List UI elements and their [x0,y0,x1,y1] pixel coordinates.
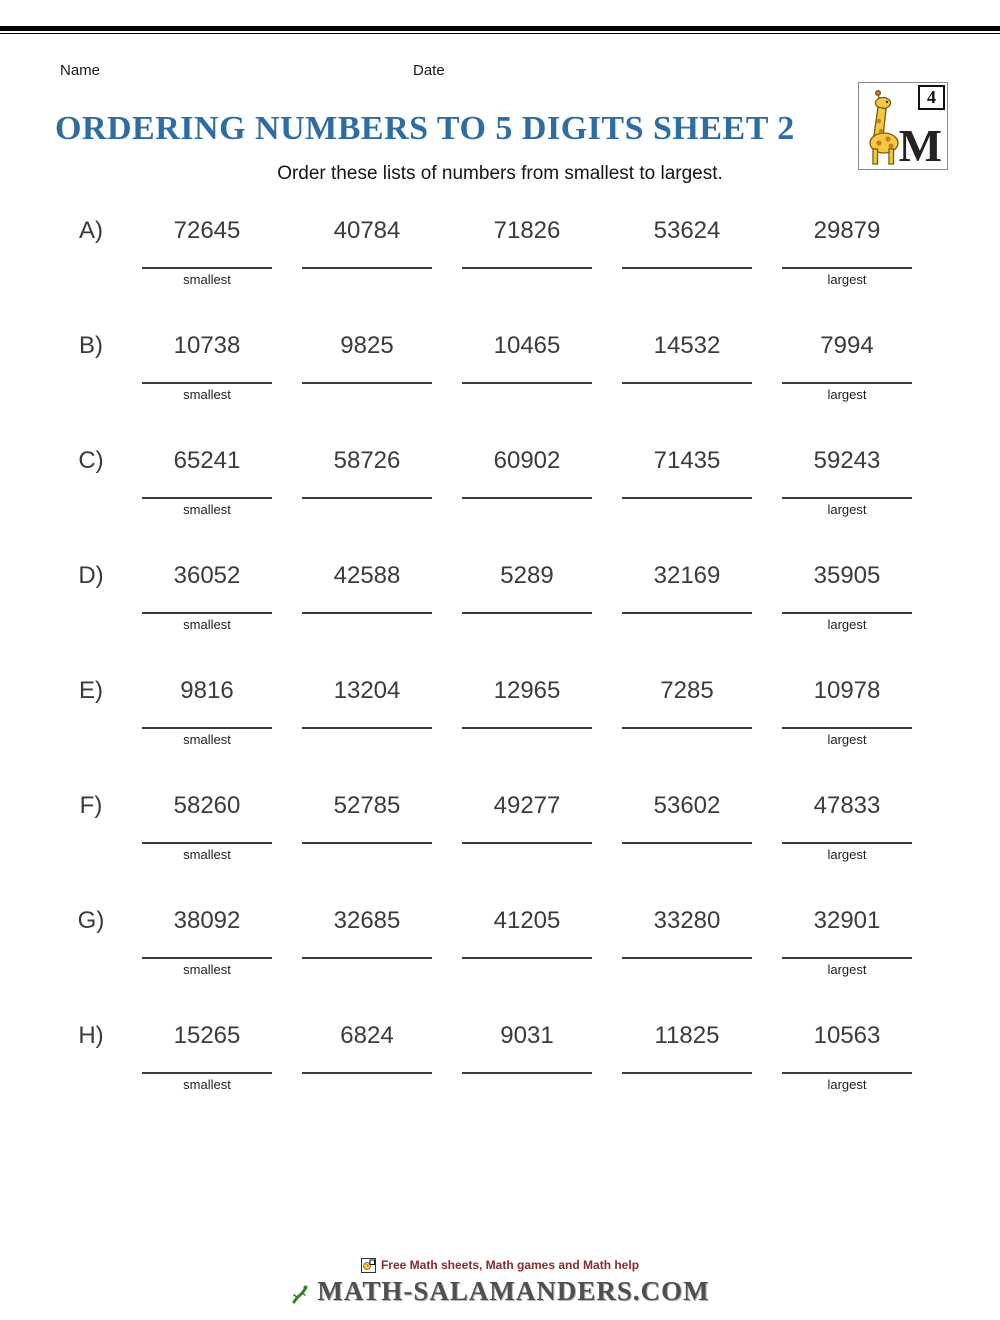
answer-blank [462,382,592,384]
spacer-cell [55,1056,127,1095]
answer-blank-smallest [142,497,272,499]
answer-cell-3 [447,481,607,520]
smallest-label: smallest [183,1077,231,1092]
answer-cell-4 [607,481,767,520]
spacer-cell [55,366,127,405]
problem-number-5: 10978 [813,677,881,704]
answer-blank-largest [782,727,912,729]
problems-list [55,211,1000,1095]
answer-cell-1 [127,481,287,520]
answer-cell-2 [287,941,447,980]
answer-blank-largest [782,497,912,499]
footer-site-row [0,1276,1000,1307]
answer-blank-smallest [142,1072,272,1074]
smallest-label: smallest [183,847,231,862]
answer-cell-1 [127,1056,287,1095]
answer-cell-1 [127,596,287,635]
answer-cell-2 [287,826,447,865]
largest-label: largest [827,847,867,862]
problem-number-5: 59243 [813,447,881,474]
problem-number-5: 29879 [813,217,881,244]
answer-blank [462,727,592,729]
answer-blank-largest [782,842,912,844]
problem-row [55,326,1000,405]
problem-number-3: 10465 [493,332,561,359]
problem-number-4: 14532 [653,332,721,359]
spacer-cell [55,251,127,290]
answer-blank [462,612,592,614]
answer-blank-smallest [142,382,272,384]
problem-row [55,901,1000,980]
top-border [0,26,1000,34]
answer-cell-5 [767,251,927,290]
problem-letter: H) [78,1022,104,1049]
footer-tagline: Free Math sheets, Math games and Math help [380,1258,640,1272]
largest-label: largest [827,1077,867,1092]
problem-number-1: 65241 [173,447,241,474]
problem-number-3: 5289 [500,562,554,589]
answer-blank [622,497,752,499]
problem-number-3: 12965 [493,677,561,704]
answer-blank [302,1072,432,1074]
date-label: Date [413,62,445,79]
answer-blank [462,1072,592,1074]
answer-blank [302,727,432,729]
problem-number-1: 36052 [173,562,241,589]
answer-cell-4 [607,596,767,635]
problem-number-2: 52785 [333,792,401,819]
largest-label: largest [827,502,867,517]
name-label: Name [60,62,101,79]
footer-tagline-row [0,1258,1000,1273]
footer-site-name: MATH-SALAMANDERS.COM [317,1276,710,1307]
answer-blank [302,842,432,844]
problem-letter: C) [78,447,104,474]
answer-cell-5 [767,596,927,635]
answer-blank [302,382,432,384]
answer-cell-3 [447,941,607,980]
answer-cell-4 [607,826,767,865]
mini-logo-icon [361,1258,376,1273]
problem-number-1: 58260 [173,792,241,819]
answer-blank [302,612,432,614]
problem-number-4: 53602 [653,792,721,819]
answer-blank [622,727,752,729]
answer-cell-2 [287,481,447,520]
problem-number-3: 41205 [493,907,561,934]
answer-cell-5 [767,481,927,520]
problem-number-3: 71826 [493,217,561,244]
spacer-cell [55,481,127,520]
answer-cell-3 [447,251,607,290]
answer-cell-4 [607,1056,767,1095]
answer-cell-5 [767,1056,927,1095]
answer-cell-3 [447,826,607,865]
answer-blank-smallest [142,727,272,729]
site-footer [0,1258,1000,1307]
answer-blank-smallest [142,842,272,844]
smallest-label: smallest [183,732,231,747]
answer-blank [622,957,752,959]
problem-number-2: 9825 [340,332,394,359]
problem-number-4: 11825 [654,1022,720,1049]
answer-cell-5 [767,941,927,980]
problem-number-4: 7285 [660,677,714,704]
smallest-label: smallest [183,962,231,977]
smallest-label: smallest [183,272,231,287]
answer-cell-1 [127,711,287,750]
answer-blank [622,612,752,614]
problem-number-3: 9031 [500,1022,554,1049]
problem-number-1: 9816 [180,677,234,704]
smallest-label: smallest [183,387,231,402]
largest-label: largest [827,732,867,747]
problem-letter: E) [79,677,103,704]
spacer-cell [55,826,127,865]
problem-number-2: 58726 [333,447,401,474]
largest-label: largest [827,272,867,287]
problem-number-5: 32901 [813,907,881,934]
answer-cell-4 [607,711,767,750]
answer-cell-1 [127,366,287,405]
answer-blank-largest [782,382,912,384]
answer-cell-5 [767,366,927,405]
spacer-cell [55,941,127,980]
grade-badge: 4 [918,85,945,110]
problem-number-4: 33280 [653,907,721,934]
problem-number-4: 53624 [653,217,721,244]
problem-number-5: 7994 [820,332,874,359]
largest-label: largest [827,387,867,402]
problem-number-3: 49277 [493,792,561,819]
problem-number-2: 32685 [333,907,401,934]
problem-row [55,211,1000,290]
answer-cell-1 [127,941,287,980]
answer-cell-3 [447,596,607,635]
answer-blank [302,957,432,959]
problem-number-4: 71435 [653,447,721,474]
logo-letter-m: M [898,120,942,171]
answer-cell-2 [287,1056,447,1095]
problem-row [55,441,1000,520]
problem-letter: D) [78,562,104,589]
worksheet-header [0,62,1000,84]
problem-number-5: 47833 [813,792,881,819]
smallest-label: smallest [183,617,231,632]
smallest-label: smallest [183,502,231,517]
site-logo [858,82,948,170]
answer-blank [462,267,592,269]
answer-blank [622,842,752,844]
answer-blank [462,842,592,844]
problem-letter: A) [79,217,103,244]
answer-blank [462,497,592,499]
problem-number-1: 10738 [173,332,241,359]
problem-number-5: 10563 [813,1022,881,1049]
problem-letter: F) [79,792,103,819]
answer-cell-1 [127,826,287,865]
problem-row [55,671,1000,750]
largest-label: largest [827,962,867,977]
top-border-thin-line [0,33,1000,34]
top-border-thick-line [0,26,1000,31]
answer-blank-largest [782,957,912,959]
answer-blank-largest [782,1072,912,1074]
answer-cell-2 [287,596,447,635]
answer-blank-smallest [142,267,272,269]
problem-number-1: 15265 [173,1022,241,1049]
answer-cell-2 [287,366,447,405]
problem-letter: G) [77,907,105,934]
problem-number-2: 42588 [333,562,401,589]
instructions-text: Order these lists of numbers from smallest to largest. [277,163,723,184]
answer-cell-2 [287,711,447,750]
largest-label: largest [827,617,867,632]
problem-row [55,556,1000,635]
answer-blank-largest [782,612,912,614]
answer-blank-largest [782,267,912,269]
problem-number-1: 38092 [173,907,241,934]
problem-number-2: 6824 [340,1022,394,1049]
answer-blank [622,267,752,269]
problem-letter: B) [79,332,103,359]
problem-row [55,786,1000,865]
answer-blank [622,382,752,384]
problem-number-2: 40784 [333,217,401,244]
answer-cell-4 [607,366,767,405]
spacer-cell [55,596,127,635]
page-title: ORDERING NUMBERS TO 5 DIGITS SHEET 2 [55,110,795,147]
answer-blank [462,957,592,959]
answer-cell-1 [127,251,287,290]
answer-cell-2 [287,251,447,290]
problem-number-2: 13204 [333,677,401,704]
answer-cell-4 [607,941,767,980]
answer-cell-3 [447,1056,607,1095]
answer-blank-smallest [142,612,272,614]
answer-cell-3 [447,366,607,405]
answer-blank [622,1072,752,1074]
problem-number-3: 60902 [493,447,561,474]
answer-blank-smallest [142,957,272,959]
answer-blank [302,497,432,499]
answer-cell-3 [447,711,607,750]
problem-number-1: 72645 [173,217,241,244]
answer-cell-5 [767,711,927,750]
spacer-cell [55,711,127,750]
problem-number-5: 35905 [813,562,881,589]
problem-number-4: 32169 [653,562,721,589]
salamander-icon [290,1283,312,1305]
answer-cell-4 [607,251,767,290]
problem-row [55,1016,1000,1095]
answer-cell-5 [767,826,927,865]
answer-blank [302,267,432,269]
